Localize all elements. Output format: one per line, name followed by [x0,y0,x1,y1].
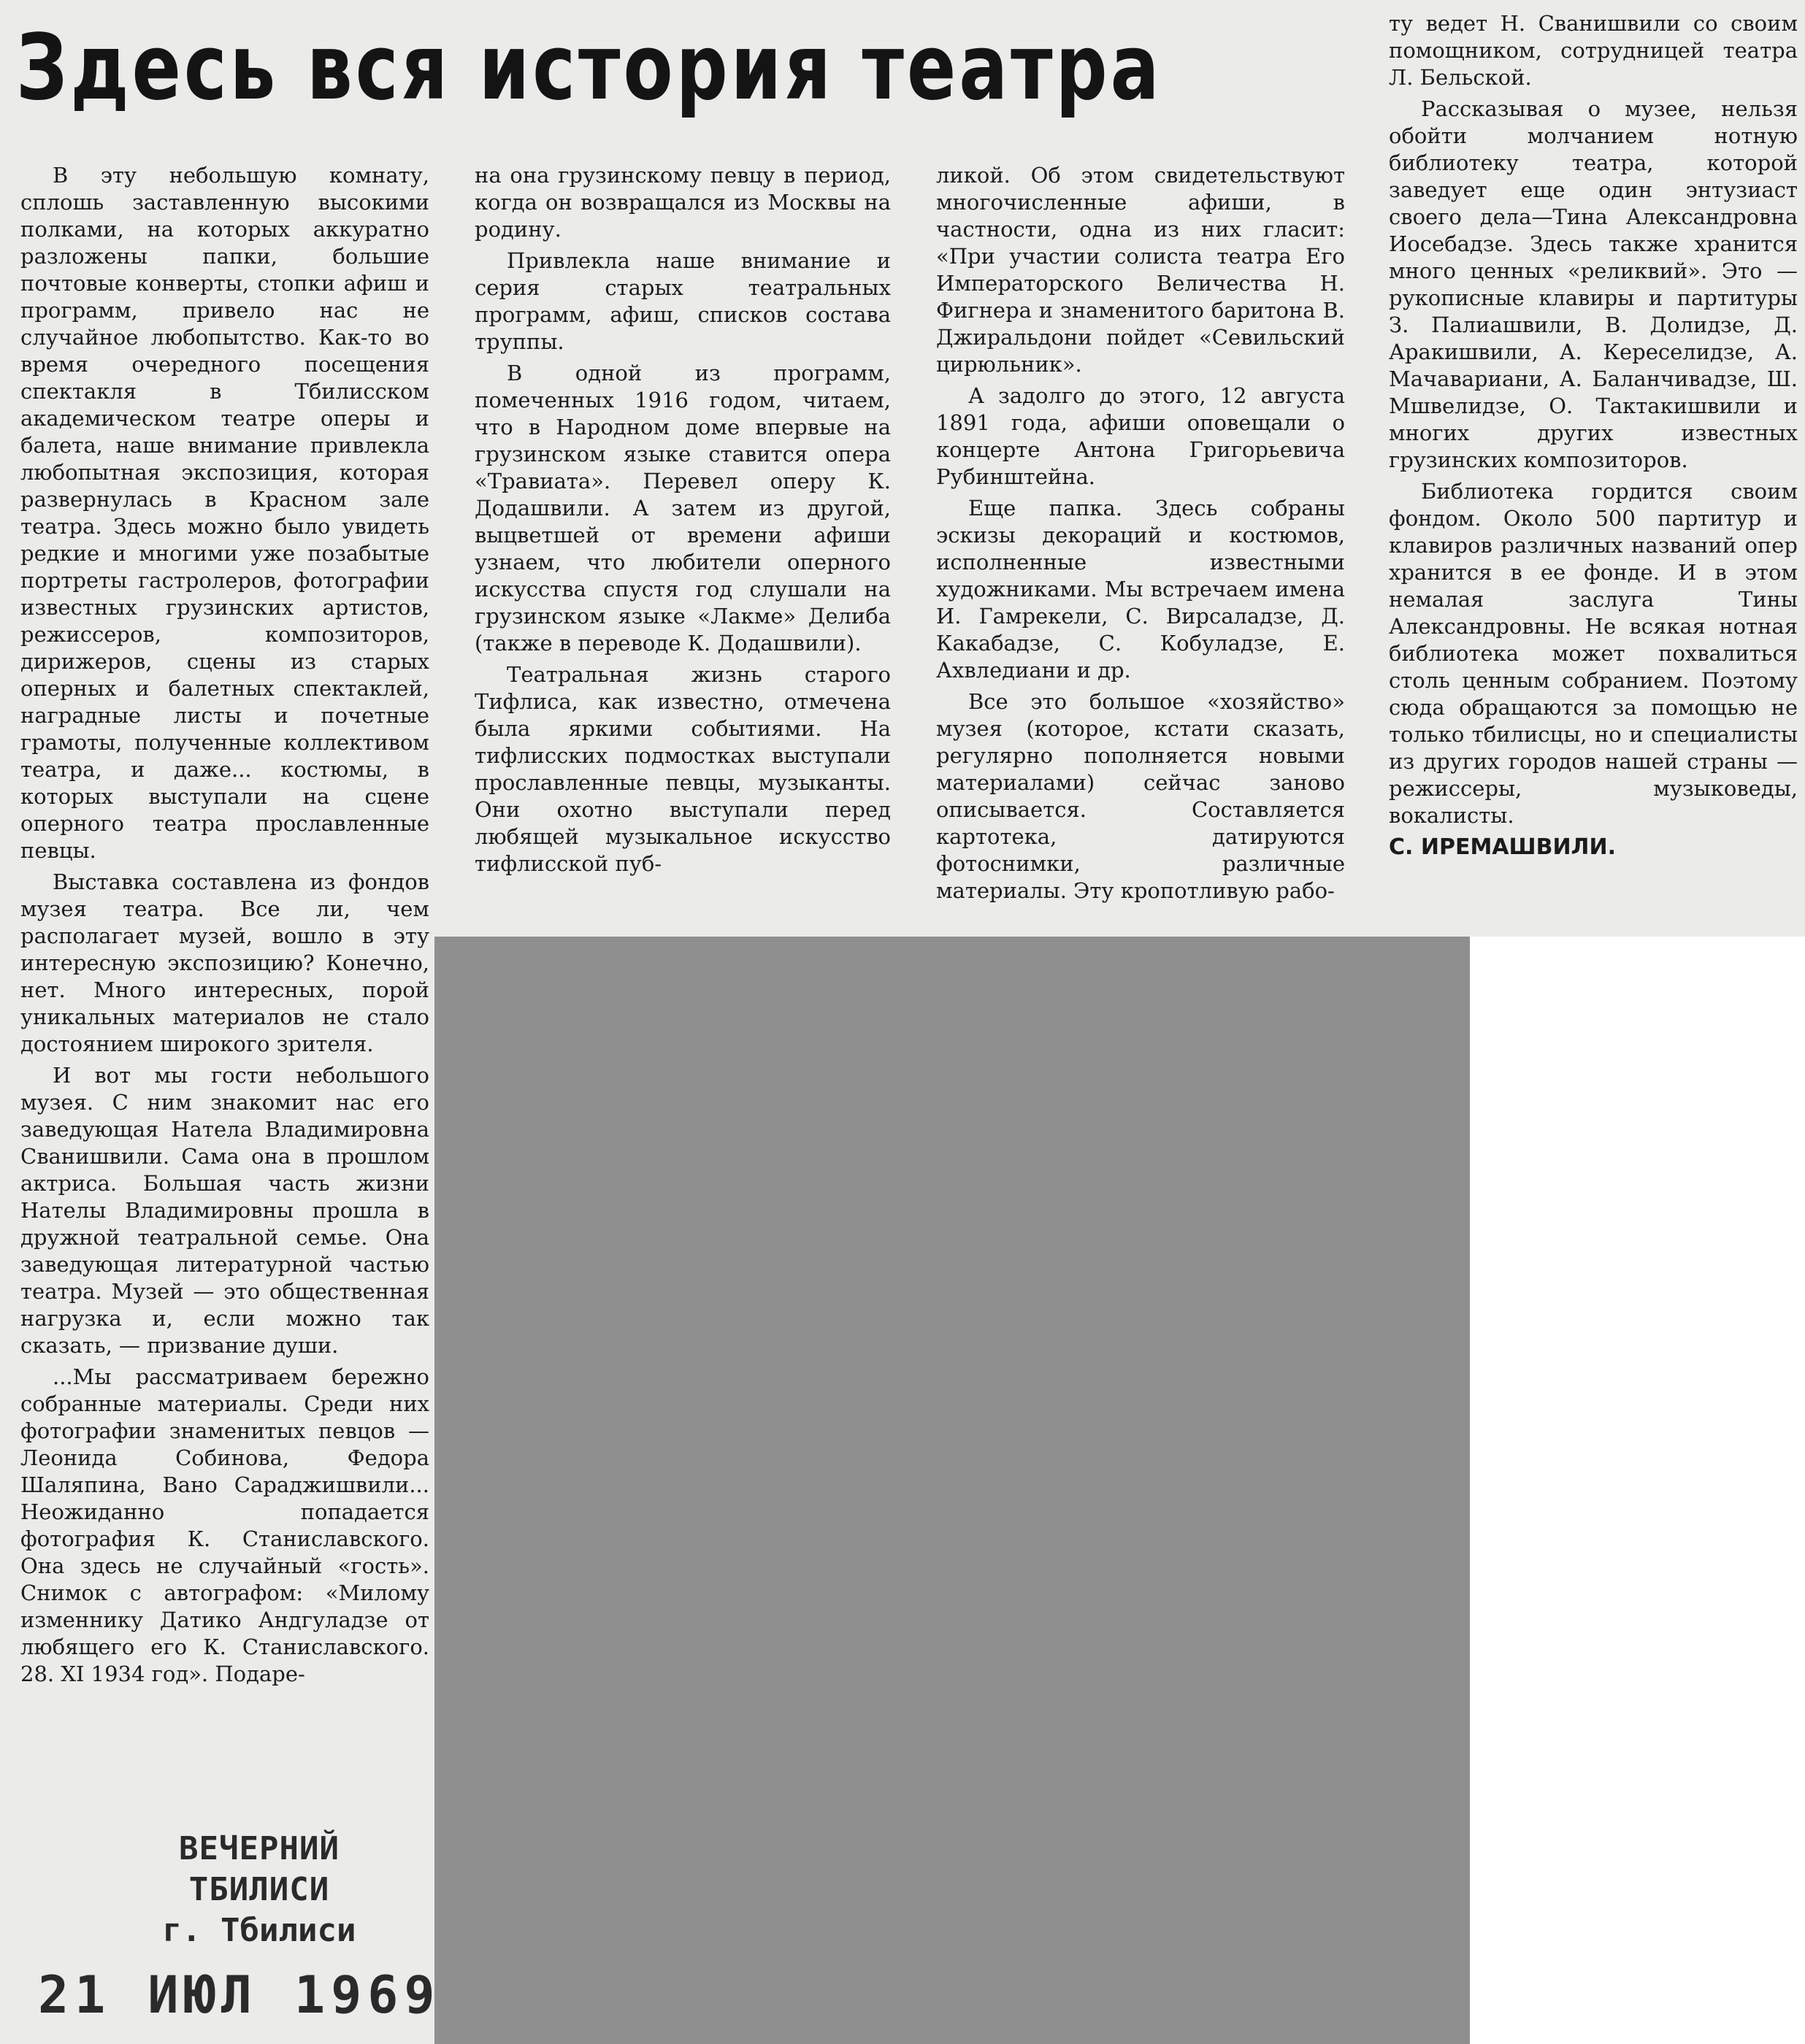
paragraph: Привлекла наше внимание и серия старых театральных программ, афиш, списков состава труппы. [475,248,891,354]
paragraph: И вот мы гости небольшого музея. С ним знакомит нас его заведующая Натела Владимировна Сванишвили. Сама она в прошлом актриса. Большая часть жизни Нателы Владимировны прошла в дружной театральной семье. Она заведующая литературной частью театра. Музей — это общественная нагрузка и, если можно так сказать, — призвание души. [20,1063,429,1358]
stamp-newspaper-name: ВЕЧЕРНИЙ ТБИЛИСИ [179,1830,340,1908]
paragraph: Еще папка. Здесь собраны эскизы декораций и костюмов, исполненные известными художниками. Мы встречаем имена И. Гамрекели, С. Вирсаладзе, Д. Какабадзе, С. Кобуладзе, Е. Ахвледиани и др. [936,496,1345,683]
article-column-3 [936,162,1345,909]
paragraph: Рассказывая о музее, нельзя обойти молчанием нотную библиотеку театра, которой заведует еще один энтузиаст своего дела—Тина Александровна Иосебадзе. Здесь также хранится много ценных «реликвий». Это — рукописные клавиры и партитуры З. Палиашвили, В. Долидзе, Д. Аракишвили, А. Кереселидзе, А. Мачавариани, А. Баланчивадзе, Ш. Мшвелидзе, О. Тактакишвили и многих других известных грузинских композиторов. [1389,96,1798,472]
paragraph: ...Мы рассматриваем бережно собранные материалы. Среди них фотографии знаменитых певцов — Леонида Собинова, Федора Шаляпина, Вано Сараджишвили... Неожиданно попадается фотография К. Станиславского. Она здесь не случайный «гость». Снимок с автографом: «Милому изменнику Датико Андгуладзе от любящего его К. Станиславского. 28. XI 1934 год». Подаре- [20,1364,429,1686]
paragraph: Библиотека гордится своим фондом. Около 500 партитур и клавиров различных названий опер хранится в ее фонде. И в этом немалая заслуга Тины Александровны. Не всякая нотная библиотека может похвалиться столь ценным собранием. Поэтому сюда обращаются за помощью не только тбилисцы, но и специалисты из других городов нашей страны — режиссеры, музыковеды, вокалисты. [1389,479,1798,828]
paragraph: на она грузинскому певцу в период, когда он возвращался из Москвы на родину. [475,163,891,242]
gray-backing-panel [434,937,1470,2044]
paragraph: А задолго до этого, 12 августа 1891 года, афиши оповещали о концерте Антона Григорьевича Рубинштейна. [936,383,1345,489]
article-column-2 [475,162,891,882]
paragraph: ликой. Об этом свидетельствуют многочисленные афиши, в частности, одна из них гласит: «При участии солиста театра Его Императорского Величества Н. Фигнера и знаменитого баритона В. Джиральдони пойдет «Севильский цирюльник». [936,163,1345,377]
stamp-city: г. Тбилиси [162,1912,356,1949]
paragraph: В одной из программ, помеченных 1916 годом, читаем, что в Народном доме впервые на грузинском языке ставится опера «Травиата». Перевел оперу К. Додашвили. А затем из другой, выцветшей от времени афиши узнаем, что любители оперного искусства спустя год слушали на грузинском языке «Лакме» Делиба (также в переводе К. Додашвили). [475,361,891,656]
date-stamp: 21 ИЮЛ 1969 [38,1965,441,2025]
paragraph: Выставка составлена из фондов музея театра. Все ли, чем располагает музей, вошло в эту интересную экспозицию? Конечно, нет. Много интересных, порой уникальных материалов не стало достоянием широкого зрителя. [20,869,429,1056]
headline: Здесь вся история театра [16,15,1162,120]
paragraph: Театральная жизнь старого Тифлиса, как известно, отмечена была яркими событиями. На тифлисских подмостках выступали прославленные певцы, музыканты. Они охотно выступали перед любящей музыкальное искусство тифлисской пуб- [475,662,891,876]
paragraph: В эту небольшую комнату, сплошь заставленную высокими полками, на которых аккуратно разложены папки, большие почтовые конверты, стопки афиш и программ, привело нас не случайное любопытство. Как-то во время очередного посещения спектакля в Тбилисском академическом театре оперы и балета, наше внимание привлекла любопытная экспозиция, которая развернулась в Красном зале театра. Здесь можно было увидеть редкие и многими уже позабытые портреты гастролеров, фотографии известных грузинских артистов, режиссеров, композиторов, дирижеров, сцены из старых оперных и балетных спектаклей, наградные листы и почетные грамоты, полученные коллективом театра, и даже... костюмы, в которых выступали на сцене оперного театра прославленные певцы. [20,163,429,863]
newspaper-stamp [102,1829,416,1951]
paragraph: ту ведет Н. Сванишвили со своим помощником, сотрудницей театра Л. Бельской. [1389,11,1798,90]
author-signature: С. ИРЕМАШВИЛИ. [1389,834,1616,860]
article-column-1 [20,162,429,1692]
paragraph: Все это большое «хозяйство» музея (которое, кстати сказать, регулярно пополняется новыми материалами) сейчас заново описывается. Составляется картотека, датируются фотоснимки, различные материалы. Эту кропотливую рабо- [936,689,1345,903]
article-column-4 [1389,10,1798,865]
